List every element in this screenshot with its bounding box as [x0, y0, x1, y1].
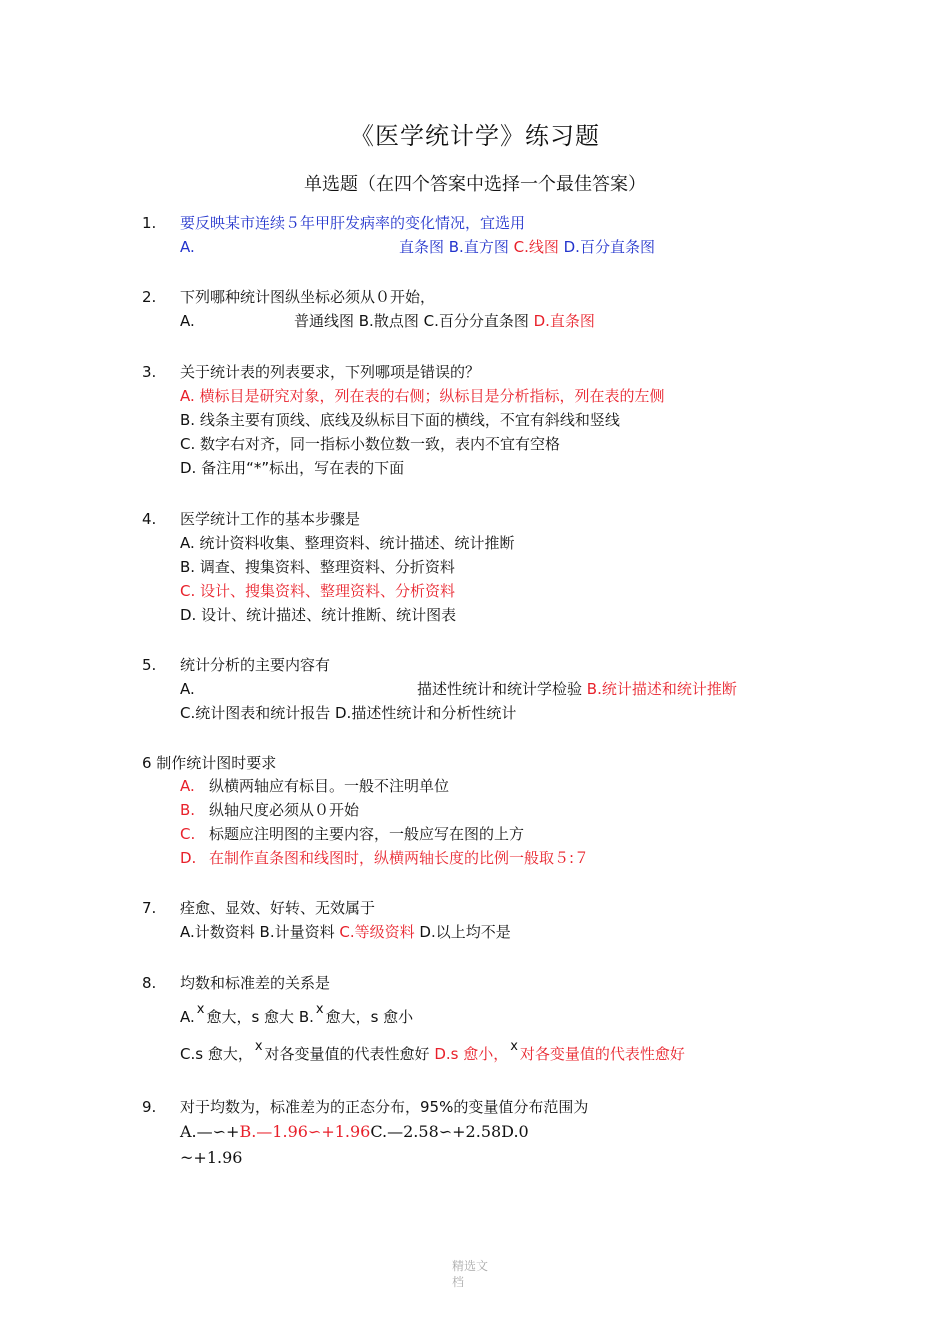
q3-option-c: C. 数字右对齐，同一指标小数位数一致，表内不宜有空格	[180, 435, 561, 453]
question-8-number: 8.	[142, 974, 157, 992]
q7-option-c: C.等级资料	[339, 923, 415, 941]
q5-option-a: A.	[180, 680, 195, 698]
x-bar-symbol: x	[315, 1002, 324, 1017]
question-9-options-tail: ~+1.96	[180, 1148, 243, 1167]
q1-option-c: C.线图	[513, 238, 559, 256]
q9-option-b: B.—1.96∽+1.96	[239, 1122, 371, 1141]
q6-option-c: C. 标题应注明图的主要内容，一般应写在图的上方	[180, 825, 525, 843]
x-bar-symbol: x	[196, 1002, 205, 1017]
q4-option-b: B. 调查、搜集资料、整理资料、分折资料	[180, 558, 455, 576]
question-9-number: 9.	[142, 1098, 157, 1116]
question-9-options: A.—∽+B.—1.96∽+1.96C.—2.58∽+2.58D.0	[180, 1122, 529, 1141]
question-8-stem: 均数和标准差的关系是	[180, 974, 331, 992]
question-7-options: A.计数资料 B.计量资料 C.等级资料 D.以上均不是	[180, 923, 511, 941]
q2-option-a: A.	[180, 312, 195, 330]
question-2-stem: 下列哪种统计图纵坐标必须从０开始，	[180, 288, 436, 306]
question-7-stem: 痊愈、显效、好转、无效属于	[180, 899, 376, 917]
section-subtitle: 单选题（在四个答案中选择一个最佳答案）	[304, 174, 646, 195]
question-4-number: 4.	[142, 510, 157, 528]
question-5-number: 5.	[142, 656, 157, 674]
q4-option-d: D. 设计、统计描述、统计推断、统计图表	[180, 606, 457, 624]
x-bar-symbol: x	[254, 1039, 263, 1054]
q1-options-b: 直条图 B.直方图 C.线图 D.百分直条图	[399, 238, 655, 256]
question-5-options-ab	[180, 679, 737, 699]
q2-options-rest: 普通线图 B.散点图 C.百分分直条图	[294, 312, 534, 330]
q3-option-d: D. 备注用“*”标出，写在表的下面	[180, 459, 405, 477]
q6-option-a: A. 纵横两轴应有标目。一般不注明单位	[180, 777, 450, 795]
question-8-options-ab: A. x 愈大，s 愈大 B. x 愈大，s 愈小	[180, 1002, 414, 1026]
q5-option-a-text: 描述性统计和统计学检验	[417, 680, 587, 698]
page-title: 《医学统计学》练习题	[350, 122, 600, 150]
q6-option-d: D. 在制作直条图和线图时，纵横两轴长度的比例一般取５:７	[180, 849, 590, 867]
question-3-number: 3.	[142, 363, 157, 381]
q6-option-b: B. 纵轴尺度必须从０开始	[180, 801, 360, 819]
question-5-stem: 统计分析的主要内容有	[180, 656, 331, 674]
question-1-options	[180, 237, 655, 257]
q8-option-d: D.s 愈小， x 对各变量值的代表性愈好	[434, 1039, 685, 1063]
footer-watermark: 精选文 档	[452, 1259, 489, 1289]
question-6-stem: 6 制作统计图时要求	[142, 754, 277, 772]
q2-option-d: D.直条图	[533, 312, 595, 330]
q5-options-cd: C.统计图表和统计报告 D.描述性统计和分析性统计	[180, 704, 517, 722]
question-8-options-cd: C.s 愈大， x 对各变量值的代表性愈好 D.s 愈小， x 对各变量值的代表性愈好	[180, 1039, 685, 1063]
q5-option-b: B.统计描述和统计推断	[586, 680, 737, 698]
question-2-options	[180, 311, 595, 331]
q4-option-c: C. 设计、搜集资料、整理资料、分析资料	[180, 582, 456, 600]
question-1-stem: 要反映某市连续５年甲肝发病率的变化情况，宜选用	[180, 214, 526, 232]
question-7-number: 7.	[142, 899, 157, 917]
question-1-number: 1.	[142, 214, 157, 232]
q1-option-a: A.	[180, 238, 195, 256]
q4-option-a: A. 统计资料收集、整理资料、统计描述、统计推断	[180, 534, 515, 552]
question-4-stem: 医学统计工作的基本步骤是	[180, 510, 361, 528]
question-3-stem: 关于统计表的列表要求，下列哪项是错误的？	[180, 363, 481, 381]
question-9-stem: 对于均数为，标准差为的正态分布，95%的变量值分布范围为	[180, 1098, 589, 1116]
q3-option-b: B. 线条主要有顶线、底线及纵标目下面的横线，不宜有斜线和竖线	[180, 411, 620, 429]
q3-option-a: A. 横标目是研究对象，列在表的右侧；纵标目是分析指标，列在表的左侧	[180, 387, 665, 405]
question-2-number: 2.	[142, 288, 157, 306]
